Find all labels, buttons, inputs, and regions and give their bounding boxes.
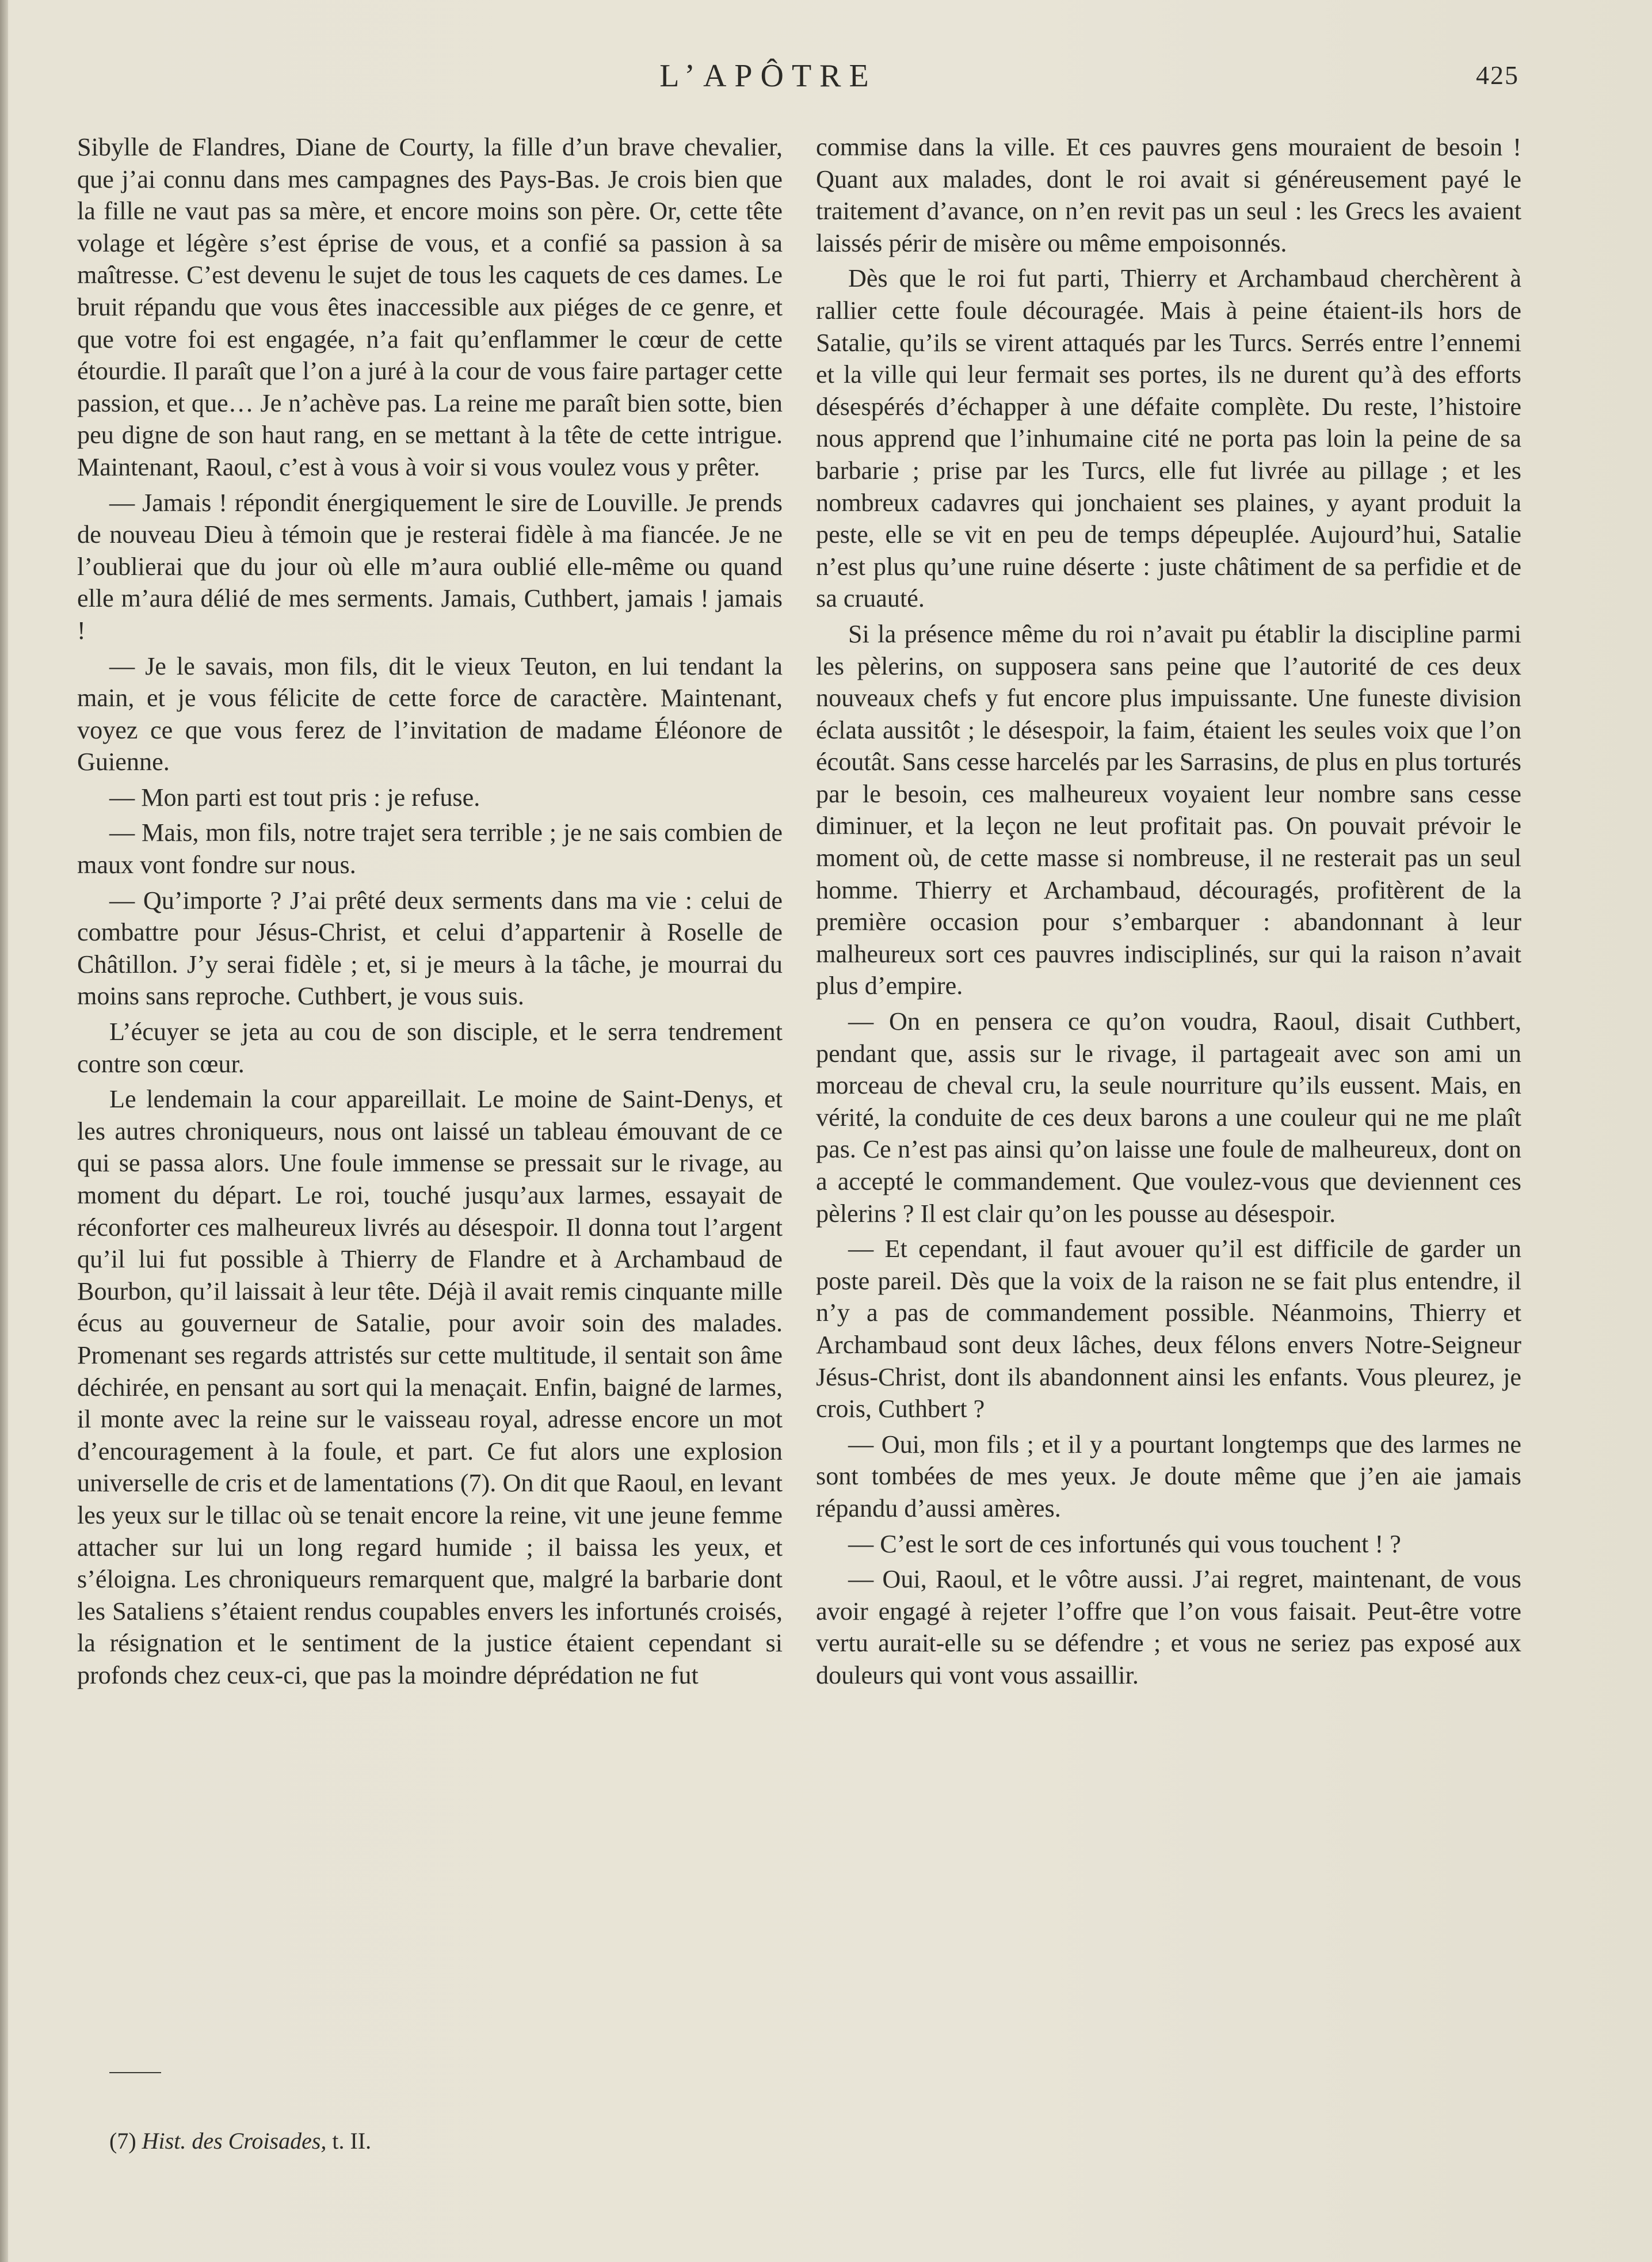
paragraph: L’écuyer se jeta au cou de son disciple, et le serra tendrement contre son cœur. bbox=[77, 1018, 783, 1078]
paragraph: — Qu’importe ? J’ai prêté deux serments dans ma vie : celui de combattre pour Jésus-Christ, et celui d’appartenir à Roselle de Châtillon. J’y serai fidèle ; et, si je meurs à la tâche, je mourrai du moins sans reproche. Cuthbert, je vous suis. bbox=[77, 886, 783, 1011]
right-column bbox=[816, 131, 1521, 1695]
footnote-volume: t. II. bbox=[332, 2128, 372, 2154]
paragraph: — Et cependant, il faut avouer qu’il est difficile de garder un poste pareil. Dès que la voix de la raison ne se fait plus entendre, il n’y a pas de commandement possible. Néanmoins, Thierry et Archambaud sont deux lâches, deux félons envers Notre-Seigneur Jésus-Christ, dont ils abandonnent ainsi les enfants. Vous pleurez, je crois, Cuthbert ? bbox=[816, 1235, 1521, 1423]
paragraph: commise dans la ville. Et ces pauvres gens mouraient de besoin ! Quant aux malades, dont le roi avait si généreusement payé le traitement d’avance, on n’en revit pas un seul : les Grecs les avaient laissés périr de misère ou même empoisonnés. bbox=[816, 133, 1521, 257]
footnote bbox=[109, 2127, 371, 2154]
page-number: 425 bbox=[1476, 60, 1519, 90]
left-column bbox=[77, 131, 783, 1695]
page-header bbox=[0, 58, 1652, 104]
paragraph: Si la présence même du roi n’avait pu établir la discipline parmi les pèlerins, on supposera sans peine que l’autorité de ces deux nouveaux chefs y fut encore plus impuissante. Une funeste division éclata aussitôt ; le désespoir, la faim, étaient les seules voix que l’on écoutât. Sans cesse harcelés par les Sarrasins, de plus en plus torturés par le besoin, ces malheureux voyaient leur nombre sans cesse diminuer, et la leçon ne leut profitait pas. On pouvait prévoir le moment où, de cette masse si nombreuse, il ne resterait pas un seul homme. Thierry et Archambaud, découragés, profitèrent de la première occasion pour s’embarquer : abandonnant à leur malheureux sort ces pauvres indisciplinés, sur qui la raison n’avait plus d’empire. bbox=[816, 619, 1521, 1000]
paragraph: Sibylle de Flandres, Diane de Courty, la fille d’un brave chevalier, que j’ai connu dans mes campagnes des Pays-Bas. Je crois bien que la fille ne vaut pas sa mère, et encore moins son père. Or, cette tête volage et légère s’est éprise de vous, et a confié sa passion à sa maîtresse. C’est devenu le sujet de tous les caquets de ces dames. Le bruit répandu que vous êtes inaccessible aux piéges de ce genre, et que votre foi est engagée, n’a fait qu’enflammer le cœur de cette étourdie. Il paraît que l’on a juré à la cour de vous faire partager cette passion, et que… Je n’achève pas. La reine me paraît bien sotte, bien peu digne de son haut rang, en se mettant à la tête de cette intrigue. Maintenant, Raoul, c’est à vous à voir si vous voulez vous y prêter. bbox=[77, 133, 783, 481]
paragraph: — Je le savais, mon fils, dit le vieux Teuton, en lui tendant la main, et je vous félicite de cette force de caractère. Maintenant, voyez ce que vous ferez de l’invitation de madame Éléonore de Guienne. bbox=[77, 652, 783, 776]
running-title: L’APÔTRE bbox=[659, 58, 877, 94]
paragraph: — Jamais ! répondit énergiquement le sire de Louville. Je prends de nouveau Dieu à témoin que je resterai fidèle à ma fiancée. Je ne l’oublierai que du jour où elle m’aura oublié elle-même ou quand elle m’aura délié de mes serments. Jamais, Cuthbert, jamais ! jamais ! bbox=[77, 488, 783, 645]
paragraph: — Oui, Raoul, et le vôtre aussi. J’ai regret, maintenant, de vous avoir engagé à rejeter l’offre que l’on vous faisait. Peut-être votre vertu aurait-elle su se défendre ; et vous ne seriez pas exposé aux douleurs qui vont vous assaillir. bbox=[816, 1565, 1521, 1689]
paragraph: Le lendemain la cour appareillait. Le moine de Saint-Denys, et les autres chroniqueurs, nous ont laissé un tableau émouvant de ce qui se passa alors. Une foule immense se pressait sur le rivage, au moment du départ. Le roi, touché jusqu’aux larmes, essayait de réconforter ces malheureux livrés au désespoir. Il donna tout l’argent qu’il lui fut possible à Thierry de Flandre et à Archambaud de Bourbon, qu’il laissait à leur tête. Déjà il avait remis cinquante mille écus au gouverneur de Satalie, pour avoir soin des malades. Promenant ses regards attristés sur cette multitude, il sentait son âme déchirée, en pensant au sort qui la menaçait. Enfin, baigné de larmes, il monte avec la reine sur le vaisseau royal, adresse encore un mot d’encouragement à la foule, et part. Ce fut alors une explosion universelle de cris et de lamentations (7). On dit que Raoul, en levant les yeux sur le tillac où se tenait encore la reine, vit une jeune femme attacher sur lui un long regard humide ; il baissa les yeux, et s’éloigna. Les chroniqueurs remarquent que, malgré la barbarie dont les Sataliens s’étaient rendus coupables envers les infortunés croisés, la résignation et le sentiment de la justice étaient cependant si profonds chez ceux-ci, que pas la moindre déprédation ne fut bbox=[77, 1085, 783, 1689]
paragraph: — C’est le sort de ces infortunés qui vous touchent ! ? bbox=[848, 1529, 1401, 1558]
footnote-rule bbox=[109, 2072, 161, 2073]
paragraph: — Oui, mon fils ; et il y a pourtant longtemps que des larmes ne sont tombées de mes yeux. Je doute même que j’en aie jamais répandu d’aussi amères. bbox=[816, 1430, 1521, 1522]
paragraph: Dès que le roi fut parti, Thierry et Archambaud cherchèrent à rallier cette foule découragée. Mais à peine étaient-ils hors de Satalie, qu’ils se virent attaqués par les Turcs. Serrés entre l’ennemi et la ville qui leur fermait ses portes, ils ne durent qu’à des efforts désespérés d’échapper à une défaite complète. Du reste, l’histoire nous apprend que l’inhumaine cité ne porta pas loin la peine de sa barbarie ; prise par les Turcs, elle fut livrée au pillage ; et les nombreux cadavres qui jonchaient ses plaines, y ayant produit la peste, elle se vit en peu de temps dépeuplée. Aujourd’hui, Satalie n’est plus qu’une ruine déserte : juste châtiment de sa perfidie et de sa cruauté. bbox=[816, 264, 1521, 613]
footnote-marker: (7) bbox=[109, 2128, 136, 2154]
page-gutter-shadow bbox=[0, 0, 8, 2262]
paragraph: — On en pensera ce qu’on voudra, Raoul, disait Cuthbert, pendant que, assis sur le rivage, il partageait avec son ami un morceau de cheval cru, la seule nourriture qu’ils eussent. Mais, en vérité, la conduite de ces deux barons a une couleur qui ne me plaît pas. Ce n’est pas ainsi qu’on laisse une foule de malheureux, dont on a accepté le commandement. Que voulez-vous que deviennent ces pèlerins ? Il est clair qu’on les pousse au désespoir. bbox=[816, 1007, 1521, 1228]
paragraph: — Mais, mon fils, notre trajet sera terrible ; je ne sais combien de maux vont fondre sur nous. bbox=[77, 818, 783, 879]
footnote-source: Hist. des Croisades, bbox=[142, 2128, 327, 2154]
paragraph: — Mon parti est tout pris : je refuse. bbox=[109, 783, 480, 812]
